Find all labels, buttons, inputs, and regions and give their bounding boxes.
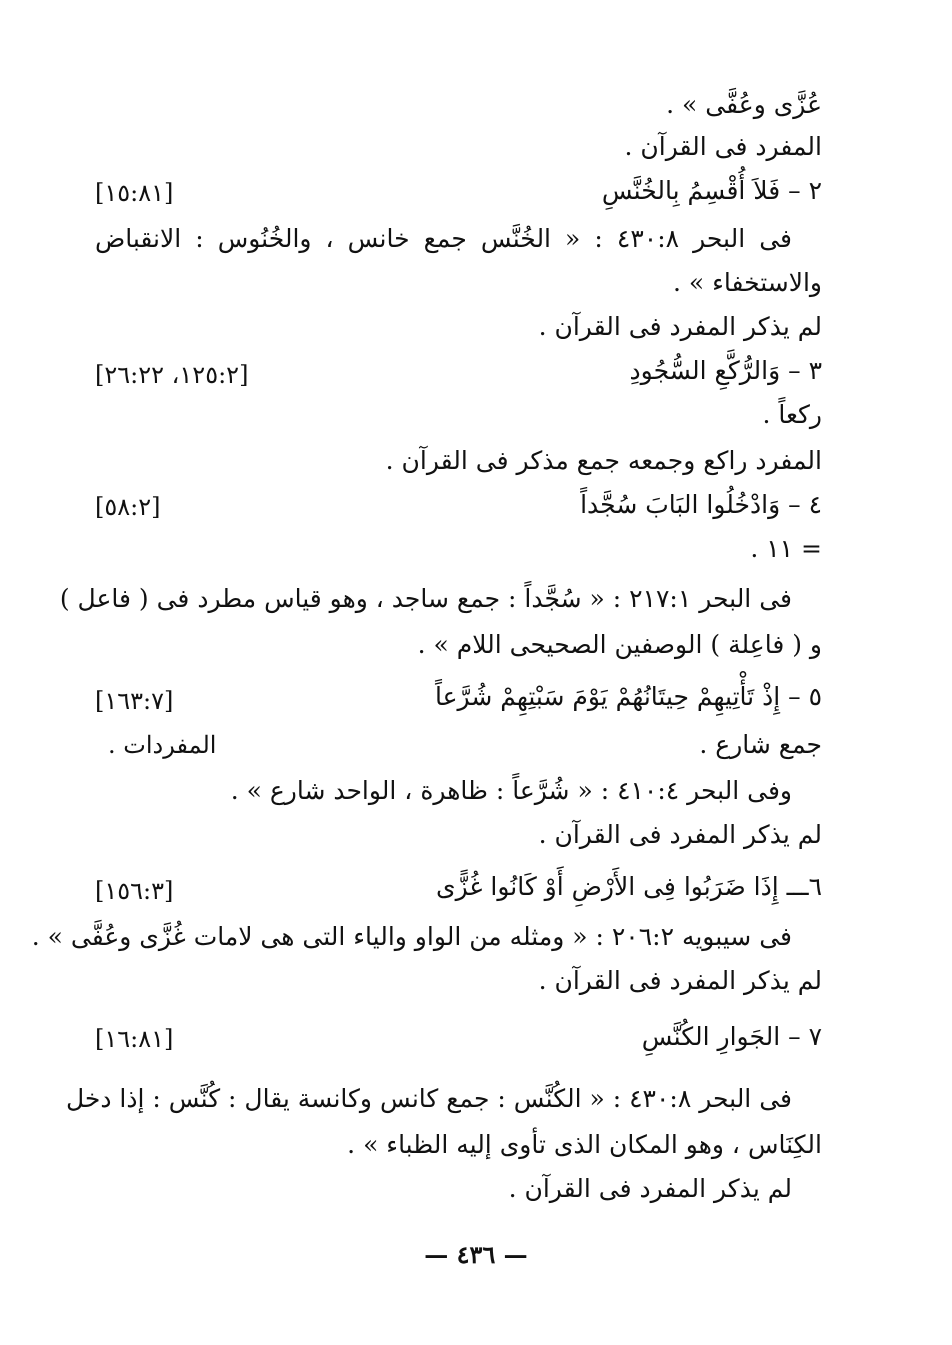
verse-line: ٧ – الجَوارِ الكُنَّسِ — [641, 1022, 822, 1051]
text-line: لم يذكر المفرد فى القرآن . — [538, 966, 822, 995]
text-line: المفرد فى القرآن . — [624, 132, 822, 161]
verse-line: ٤ – وَادْخُلُوا البَابَ سُجَّداً — [580, 490, 822, 519]
text-line: المفرد راكع وجمعه جمع مذكر فى القرآن . — [385, 446, 822, 475]
text-line: فى سيبويه ٢٠٦:٢ : « ومثله من الواو والياء التى هى لامات غُزَّى وعُفَّى » . — [31, 922, 792, 951]
verse-line: ٦ـــ إِذَا ضَرَبُوا فِى الأَرْضِ أَوْ كَانُوا غُزًّى — [436, 872, 822, 901]
text-line: لم يذكر المفرد فى القرآن . — [538, 312, 822, 341]
verse-reference: [١٦:٨١] — [95, 1025, 174, 1053]
page-number: — ٤٣٦ — — [424, 1240, 528, 1269]
text-line: ركعاً . — [762, 400, 822, 429]
text-line: لم يذكر المفرد فى القرآن . — [508, 1174, 792, 1203]
text-line: عُزَّى وعُفَّى » . — [666, 90, 822, 119]
verse-line: ٢ – فَلاَ أُقْسِمُ بِالخُنَّسِ — [601, 176, 822, 205]
verse-reference: [١٦٣:٧] — [95, 687, 174, 715]
verse-reference: [٥٨:٢] — [95, 493, 161, 521]
text-line: وفى البحر ٤١٠:٤ : « شُرَّعاً : ظاهرة ، الواحد شارع » . — [230, 776, 792, 805]
text-line: = ١١ . — [750, 534, 822, 563]
verse-reference: [١٢٥:٢، ٢٦:٢٢] — [95, 361, 249, 389]
text-line: فى البحر ٢١٧:١ : « سُجَّداً : جمع ساجد ، وهو قياس مطرد فى ( فاعل ) — [59, 584, 792, 613]
text-line: فى البحر ٤٣٠:٨ : « الكُنَّس : جمع كانس وكانسة يقال : كُنَّس : إذا دخل — [65, 1084, 792, 1113]
verse-line: ٥ – إِذْ تَأْتِيهِمْ حِيتَانُهُمْ يَوْمَ سَبْتِهِمْ شُرَّعاً — [435, 682, 822, 711]
text-line: و ( فاعِلة ) الوصفين الصحيحى اللام » . — [417, 630, 822, 659]
verse-line: ٣ – وَالرُّكَّعِ السُّجُودِ — [629, 356, 822, 385]
text-line: لم يذكر المفرد فى القرآن . — [538, 820, 822, 849]
text-line: والاستخفاء » . — [672, 268, 822, 297]
verse-reference: [١٥:٨١] — [95, 179, 174, 207]
side-note: المفردات . — [108, 731, 217, 759]
text-line: جمع شارع . — [699, 730, 822, 759]
verse-reference: [١٥٦:٣] — [95, 877, 174, 905]
text-line: الكِنَاس ، وهو المكان الذى تأوى إليه الظباء » . — [347, 1130, 822, 1159]
text-line: فى البحر ٤٣٠:٨ : « الخُنَّس جمع خانس ، والخُنُوس : الانقباض — [95, 224, 792, 253]
